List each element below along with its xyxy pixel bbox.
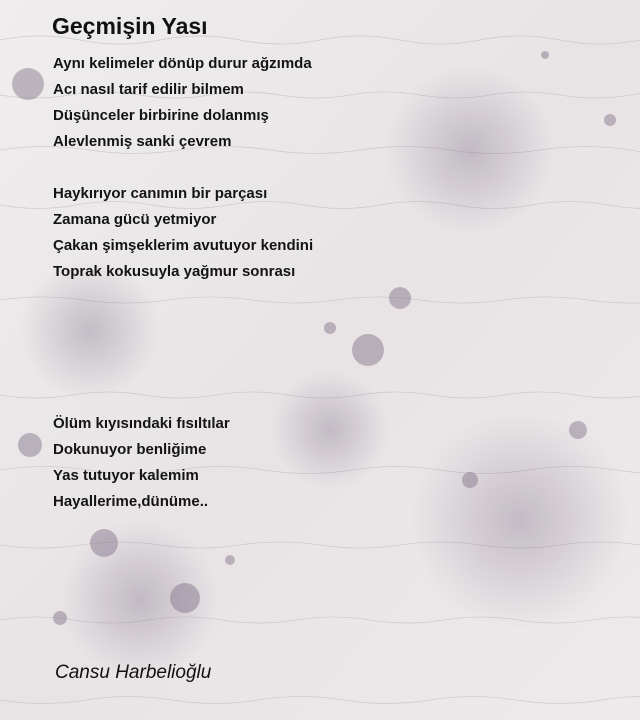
- poem-line: Yas tutuyor kalemim: [53, 467, 199, 484]
- poem-line: Haykırıyor canımın bir parçası: [53, 185, 268, 202]
- poem-line: Alevlenmiş sanki çevrem: [53, 133, 232, 150]
- poem-title: Geçmişin Yası: [52, 13, 208, 39]
- poem-line: Acı nasıl tarif edilir bilmem: [53, 81, 244, 98]
- poem-line: Dokunuyor benliğime: [53, 441, 207, 458]
- poem-line: Ölüm kıyısındaki fısıltılar: [53, 415, 230, 432]
- poem-line: Düşünceler birbirine dolanmış: [53, 107, 269, 124]
- poem-line: Hayallerime,dünüme..: [53, 493, 209, 510]
- poem-line: Zamana gücü yetmiyor: [53, 211, 217, 228]
- poem-line: Çakan şimşeklerim avutuyor kendini: [53, 237, 314, 254]
- poem-line: Toprak kokusuyla yağmur sonrası: [53, 263, 296, 280]
- poem-line: Aynı kelimeler dönüp durur ağzımda: [53, 55, 312, 72]
- poem-author: Cansu Harbelioğlu: [55, 662, 212, 683]
